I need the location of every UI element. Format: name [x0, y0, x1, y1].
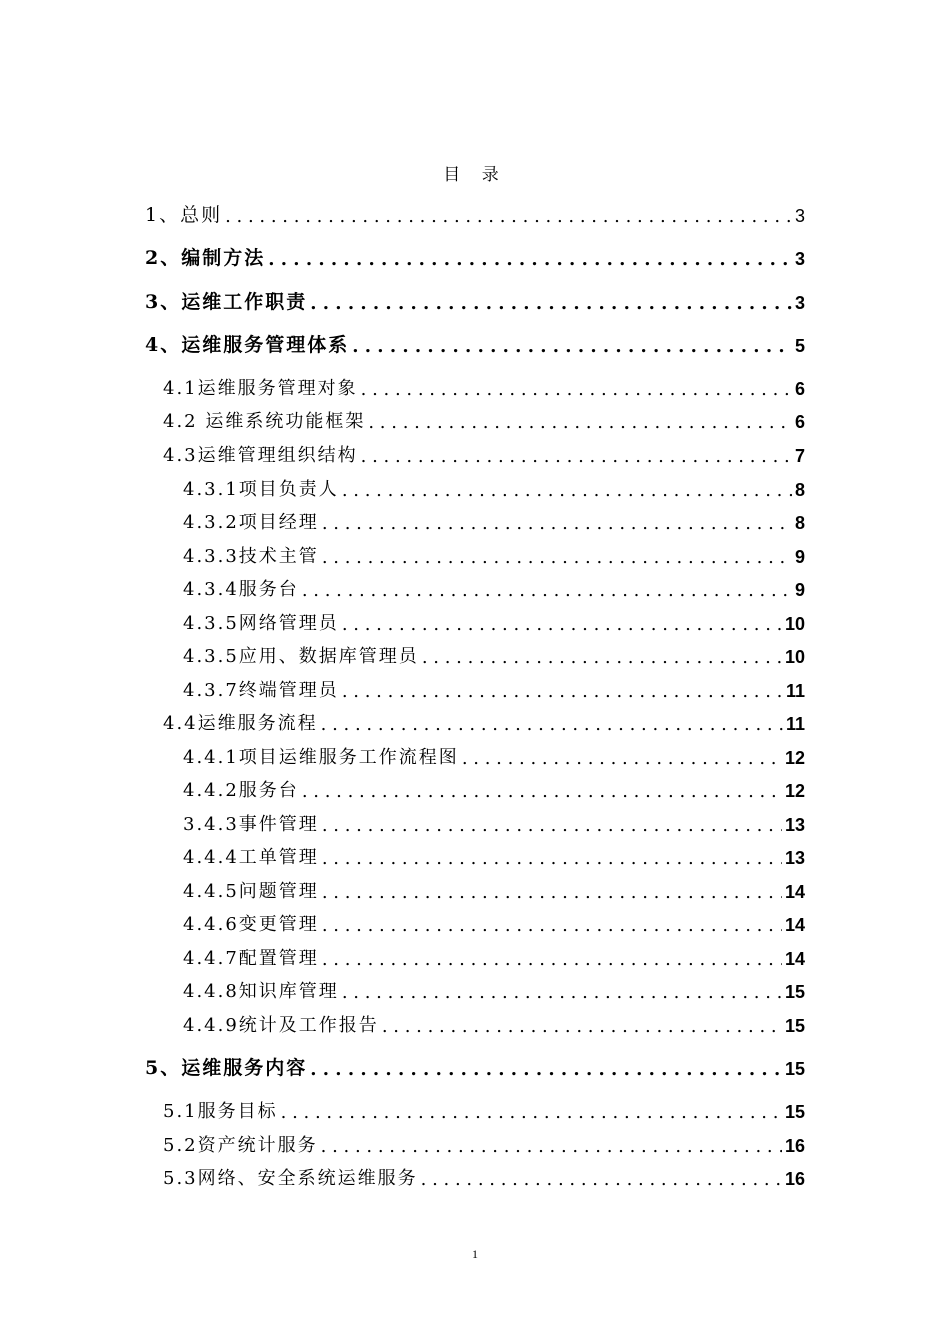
toc-entry[interactable]: [183, 475, 805, 501]
toc-entry[interactable]: [163, 407, 805, 433]
dot-leader: [342, 676, 783, 702]
toc-entry-page-number: 14: [784, 949, 805, 969]
dot-leader: [322, 910, 782, 936]
toc-entry[interactable]: [163, 374, 805, 400]
dot-leader: [322, 542, 792, 568]
toc-entry-label: 4.1运维服务管理对象: [163, 378, 358, 399]
toc-entry-page-number: 15: [784, 1059, 805, 1079]
toc-entry-page-number: 3: [794, 249, 805, 269]
dot-leader: [321, 1131, 782, 1157]
toc-entry-page-number: 3: [794, 206, 805, 226]
dot-leader: [382, 1011, 782, 1037]
toc-entry-label: 5.1服务目标: [163, 1101, 278, 1122]
toc-entry-label: 4.4.7配置管理: [183, 948, 319, 969]
toc-entry-label: 4.4.6变更管理: [183, 914, 319, 935]
toc-entry-label: 2、编制方法: [145, 247, 266, 269]
toc-entry-page-number: 16: [784, 1136, 805, 1156]
toc-entry-page-number: 15: [784, 982, 805, 1002]
toc-entry-page-number: 10: [784, 614, 805, 634]
toc-entry-label: 4.3.7终端管理员: [183, 680, 339, 701]
toc-entry[interactable]: [163, 1097, 805, 1123]
toc-entry[interactable]: [183, 575, 805, 601]
toc-entry-page-number: 8: [794, 480, 805, 500]
toc-title: 目 录: [443, 165, 507, 185]
toc-entry-page-number: 5: [794, 336, 805, 356]
toc-entry[interactable]: [183, 877, 805, 903]
toc-entry-page-number: 11: [785, 714, 805, 734]
dot-leader: [421, 1164, 782, 1190]
toc-entry-page-number: 16: [784, 1169, 805, 1189]
toc-entry-page-number: 10: [784, 647, 805, 667]
dot-leader: [302, 776, 782, 802]
toc-entry-label: 4.3.1项目负责人: [183, 479, 339, 500]
toc-entry-page-number: 3: [794, 293, 805, 313]
toc-entry-label: 4.4.2服务台: [183, 780, 299, 801]
toc-entry[interactable]: [183, 977, 805, 1003]
toc-entry[interactable]: [183, 810, 805, 836]
dot-leader: [361, 374, 792, 400]
toc-entry-label: 4.3.5网络管理员: [183, 613, 339, 634]
toc-entry[interactable]: [145, 288, 805, 314]
dot-leader: [361, 441, 792, 467]
dot-leader: [321, 709, 783, 735]
dot-leader: [322, 843, 782, 869]
toc-entry-page-number: 12: [784, 781, 805, 801]
dot-leader: [352, 331, 792, 357]
toc-entry-page-number: 13: [784, 848, 805, 868]
toc-entry[interactable]: [183, 743, 805, 769]
toc-entry[interactable]: [183, 642, 805, 668]
toc-entry-label: 4.4.8知识库管理: [183, 981, 339, 1002]
toc-entry-page-number: 6: [794, 412, 805, 432]
dot-leader: [322, 508, 792, 534]
toc-entry[interactable]: [183, 508, 805, 534]
toc-entry-page-number: 9: [794, 547, 805, 567]
toc-entry-page-number: 12: [784, 748, 805, 768]
dot-leader: [342, 475, 792, 501]
toc-entry[interactable]: [145, 201, 805, 227]
toc-entry[interactable]: [183, 843, 805, 869]
toc-entry-page-number: 6: [794, 379, 805, 399]
dot-leader: [225, 201, 792, 227]
toc-entry-page-number: 14: [784, 915, 805, 935]
toc-entry-page-number: 15: [784, 1102, 805, 1122]
toc-entry-page-number: 15: [784, 1016, 805, 1036]
toc-entry[interactable]: [183, 776, 805, 802]
toc-entry-page-number: 7: [794, 446, 805, 466]
toc-entry[interactable]: [145, 331, 805, 357]
page-number: 1: [472, 1247, 478, 1261]
toc-entry-label: 4.3.5应用、数据库管理员: [183, 646, 419, 667]
toc-entry[interactable]: [163, 441, 805, 467]
toc-entry-label: 5、运维服务内容: [145, 1057, 308, 1079]
toc-entry-label: 4.2 运维系统功能框架: [163, 411, 366, 432]
dot-leader: [342, 977, 782, 1003]
dot-leader: [310, 1054, 782, 1080]
dot-leader: [281, 1097, 782, 1123]
toc-entry-label: 3、运维工作职责: [145, 291, 308, 313]
toc-entry-page-number: 8: [794, 513, 805, 533]
dot-leader: [310, 288, 792, 314]
dot-leader: [422, 642, 782, 668]
toc-entry[interactable]: [183, 542, 805, 568]
toc-entry-label: 1、总则: [145, 204, 223, 226]
toc-entry[interactable]: [163, 709, 805, 735]
toc-entry-label: 4.4.5问题管理: [183, 881, 319, 902]
toc-entry[interactable]: [145, 244, 805, 270]
toc-entry[interactable]: [163, 1164, 805, 1190]
dot-leader: [322, 944, 782, 970]
toc-entry[interactable]: [145, 1054, 805, 1080]
toc-entry[interactable]: [163, 1131, 805, 1157]
toc-entry[interactable]: [183, 1011, 805, 1037]
toc-entry-label: 4.4.1项目运维服务工作流程图: [183, 747, 459, 768]
toc-entry-label: 4.4.9统计及工作报告: [183, 1015, 379, 1036]
toc-entry-page-number: 11: [785, 681, 805, 701]
dot-leader: [322, 810, 782, 836]
toc-entry-page-number: 14: [784, 882, 805, 902]
toc-entry-page-number: 13: [784, 815, 805, 835]
toc-entry-page-number: 9: [794, 580, 805, 600]
dot-leader: [368, 407, 792, 433]
toc-entry-label: 4.4运维服务流程: [163, 713, 318, 734]
toc-entry[interactable]: [183, 609, 805, 635]
dot-leader: [322, 877, 782, 903]
dot-leader: [302, 575, 792, 601]
toc-entry-label: 4.3运维管理组织结构: [163, 445, 358, 466]
dot-leader: [268, 244, 792, 270]
toc-entry[interactable]: [183, 676, 805, 702]
toc-entry-label: 5.2资产统计服务: [163, 1135, 318, 1156]
dot-leader: [342, 609, 782, 635]
toc-entry-label: 5.3网络、安全系统运维服务: [163, 1168, 418, 1189]
toc-entry[interactable]: [183, 910, 805, 936]
toc-entry[interactable]: [183, 944, 805, 970]
toc-entry-label: 3.4.3事件管理: [183, 814, 319, 835]
dot-leader: [462, 743, 782, 769]
toc-entry-label: 4.3.4服务台: [183, 579, 299, 600]
toc-entry-label: 4、运维服务管理体系: [145, 334, 350, 356]
toc-entry-label: 4.3.3技术主管: [183, 546, 319, 567]
toc-entry-label: 4.4.4工单管理: [183, 847, 319, 868]
toc-entry-label: 4.3.2项目经理: [183, 512, 319, 533]
